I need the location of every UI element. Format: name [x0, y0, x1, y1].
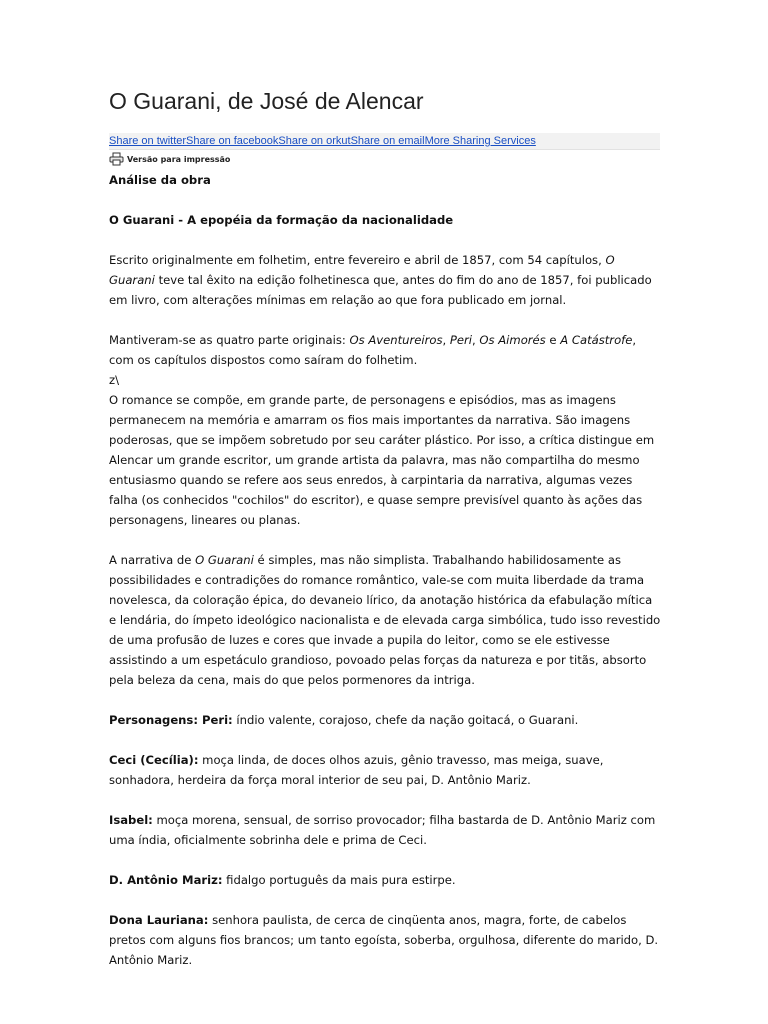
share-orkut-link[interactable]: Share on orkut [278, 135, 351, 147]
character-ceci: Ceci (Cecília): moça linda, de doces olhos azuis, gênio travesso, mas meiga, suave, sonhadora, herdeira da força moral interior de seu pai, D. Antônio Mariz. [109, 753, 604, 787]
character-lauriana: Dona Lauriana: senhora paulista, de cerca de cinqüenta anos, magra, forte, de cabelos pretos com alguns fios brancos; um tanto egoísta, soberba, orgulhosa, diferente do marido, D. Antônio Mariz. [109, 913, 659, 967]
paragraph-4: A narrativa de O Guarani é simples, mas não simplista. Trabalhando habilidosamente as possibilidades e contradições do romance romântico, vale-se com muita liberdade da trama novelesca, da coloração épica, do devaneio lírico, da anotação histórica da efabulação mítica e lendária, do ímpeto ideológico nacionalista e de elevada carga simbólica, tudo isso revestido de uma profusão de luzes e cores que invade a pupila do leitor, como se ele estivesse assistindo a um espetáculo grandioso, povoado pelas forças da natureza e por titãs, absorto pela beleza da cena, mais do que pelos pormenores da intriga. [109, 553, 661, 687]
share-email-link[interactable]: Share on email [350, 135, 425, 147]
more-sharing-link[interactable]: More Sharing Services [424, 135, 536, 147]
paragraph-2: Mantiveram-se as quatro parte originais: Os Aventureiros, Peri, Os Aimorés e A Catástrofe, com os capítulos dispostos como saíram do folhetim. [109, 333, 637, 367]
section-subheading: O Guarani - A epopéia da formação da nacionalidade [109, 213, 454, 227]
share-bar [109, 133, 660, 150]
article-body [109, 170, 661, 990]
stray-text: z\ [109, 373, 119, 387]
print-version-label: Versão para impressão [127, 154, 231, 164]
character-peri: Personagens: Peri: índio valente, corajoso, chefe da nação goitacá, o Guarani. [109, 713, 579, 727]
page-title: O Guarani, de José de Alencar [109, 88, 424, 114]
printer-icon [109, 152, 124, 166]
share-twitter-link[interactable]: Share on twitter [109, 135, 187, 147]
section-heading: Análise da obra [109, 173, 211, 187]
character-isabel: Isabel: moça morena, sensual, de sorriso provocador; filha bastarda de D. Antônio Mariz com uma índia, oficialmente sobrinha dele e prima de Ceci. [109, 813, 656, 847]
share-facebook-link[interactable]: Share on facebook [186, 135, 279, 147]
character-antonio-mariz: D. Antônio Mariz: fidalgo português da mais pura estirpe. [109, 873, 456, 887]
paragraph-3: O romance se compõe, em grande parte, de personagens e episódios, mas as imagens permanecem na memória e amarram os fios mais importantes da narrativa. São imagens poderosas, que se impõem sobretudo por seu caráter plástico. Por isso, a crítica distingue em Alencar um grande escritor, um grande artista da palavra, mas não compartilha do mesmo entusiasmo quando se refere aos seus enredos, à carpintaria da narrativa, algumas vezes falha (os conhecidos "cochilos" do escritor), e quase sempre previsível quanto às ações das personagens, lineares ou planas. [109, 393, 655, 527]
paragraph-1: Escrito originalmente em folhetim, entre fevereiro e abril de 1857, com 54 capítulos, O Guarani teve tal êxito na edição folhetinesca que, antes do fim do ano de 1857, foi publicado em livro, com alterações mínimas em relação ao que fora publicado em jornal. [109, 253, 652, 307]
print-version-link[interactable] [109, 151, 230, 167]
